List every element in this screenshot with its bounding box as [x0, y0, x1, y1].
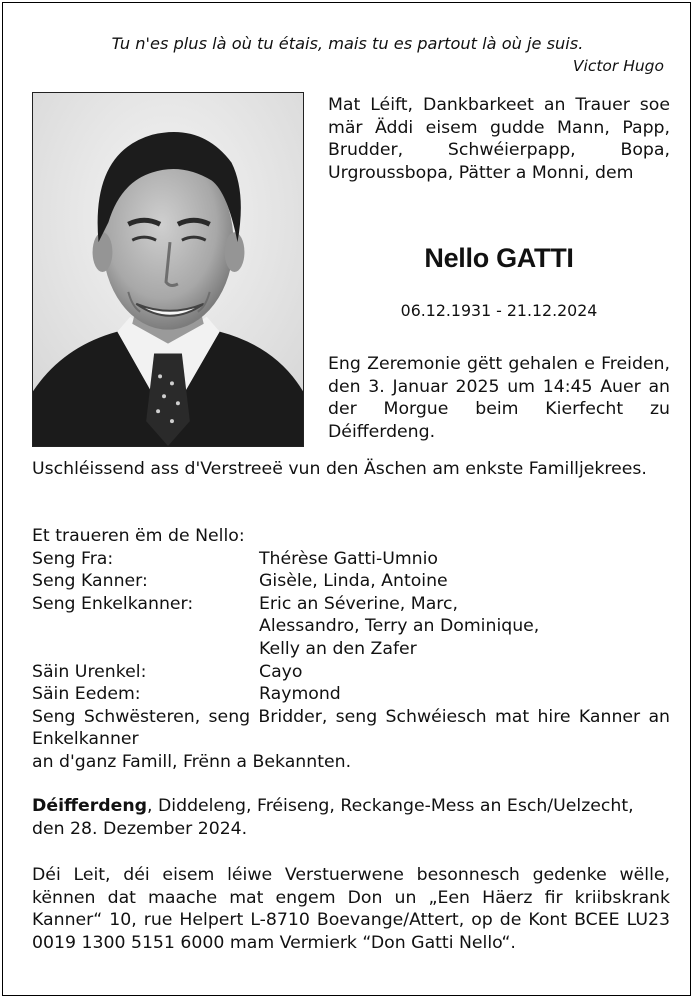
mourner-name-line: Raymond: [259, 684, 341, 705]
mourner-row: [32, 593, 670, 661]
intro-text: Mat Léift, Dankbarkeet an Trauer soe mär Äddi eisem gudde Mann, Papp, Brudder, Schwéierpapp, Bopa, Urgroussbopa, Pätter a Monni, dem: [328, 95, 670, 183]
place-bold: Déifferdeng: [32, 796, 147, 816]
mourner-row: [32, 548, 670, 571]
mourner-name-line: Kelly an den Zafer: [259, 638, 417, 659]
ceremony-text: Eng Zeremonie gëtt gehalen e Freiden, den 3. Januar 2025 um 14:45 Auer an der Morgue beim Kierfecht zu Déifferdeng.: [328, 354, 670, 442]
others-text: an d'ganz Famill, Frënn a Bekannten.: [32, 751, 352, 772]
mourner-label: Säin Urenkel:: [32, 661, 147, 682]
epigraph-author: Victor Hugo: [572, 57, 664, 75]
mourner-name-line: Alessandro, Terry an Dominique,: [259, 616, 540, 637]
mourner-label: Säin Eedem:: [32, 684, 141, 705]
mourners-heading: Et traueren ëm de Nello:: [32, 526, 245, 546]
life-dates: 06.12.1931 - 21.12.2024: [400, 301, 598, 320]
siblings-text: Seng Schwësteren, seng Bridder, seng Schwéiesch mat hire Kanner an Enkelkanner: [32, 706, 670, 750]
mourner-names: [259, 548, 670, 571]
mourner-label: Seng Fra:: [32, 548, 114, 569]
place-date-text: [32, 795, 670, 840]
portrait-image: [33, 93, 303, 446]
mourner-row: [32, 661, 670, 684]
mourner-names: [259, 570, 670, 593]
epigraph: [31, 33, 664, 77]
epigraph-text: Tu n'es plus là où tu étais, mais tu es partout là où je suis.: [111, 34, 584, 53]
mourner-row: [32, 570, 670, 593]
mourners-list: [32, 548, 670, 706]
scattering-text: Uschléissend ass d'Verstreeë vun den Äschen am enkste Familljekrees.: [32, 459, 647, 479]
mourner-label: Seng Enkelkanner:: [32, 593, 194, 614]
mourner-row: [32, 683, 670, 706]
mourner-name-line: Cayo: [259, 661, 303, 682]
mourner-label: Seng Kanner:: [32, 571, 148, 592]
mourner-names: [259, 683, 670, 706]
mourner-names: [259, 661, 670, 684]
mourners-section: [32, 525, 670, 774]
portrait-photo: [32, 92, 304, 447]
deceased-name: Nello GATTI: [424, 243, 574, 273]
mourner-name-line: Gisèle, Linda, Antoine: [259, 571, 448, 592]
place-rest: , Diddeleng, Fréiseng, Reckange-Mess an Esch/Uelzecht, den 28. Dezember 2024.: [32, 796, 634, 839]
mourner-name-line: Eric an Séverine, Marc,: [259, 593, 459, 614]
donation-text: Déi Leit, déi eisem léiwe Verstuerwene besonnesch gedenke wëlle, kënnen dat maache mat engem Don un „Een Häerz fir kriibskrank Kanner“ 10, rue Helpert L-8710 Boevange/Attert, op de Kont BCEE LU23 0019 1300 5151 6000 mam Vermierk “Don Gatti Nello“.: [32, 865, 670, 953]
obituary-card: [2, 2, 691, 996]
mourner-names: [259, 593, 670, 661]
mourner-name-line: Thérèse Gatti-Umnio: [259, 548, 439, 569]
